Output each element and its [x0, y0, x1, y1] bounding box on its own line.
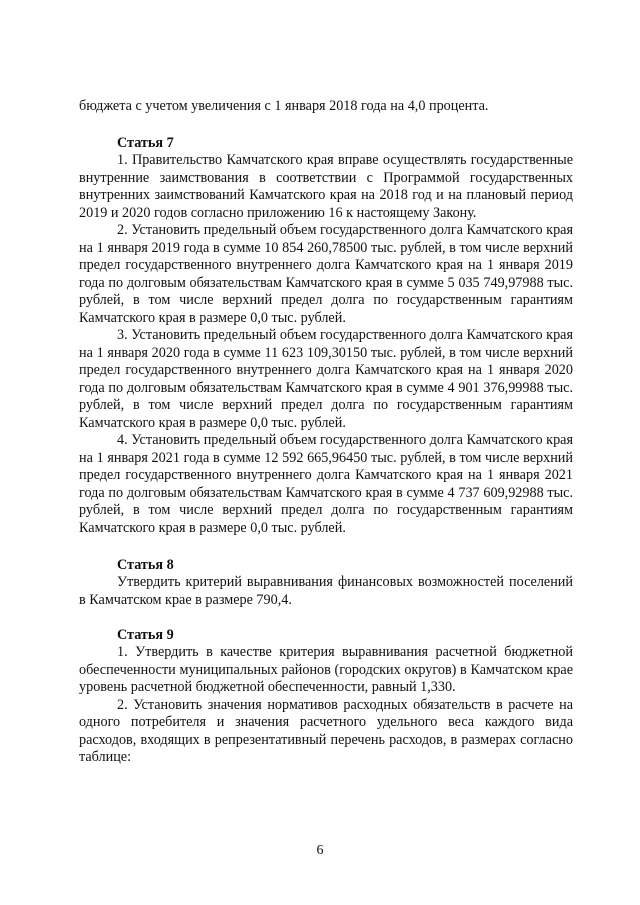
article-7-paragraph-2: 2. Установить предельный объем государственного долга Камчатского края на 1 января 2019 года в сумме 10 854 260,78500 тыс. рублей, в том числе верхний предел государственного внутреннего долга Камчатского края на 1 января 2019 года по долговым обязательствам Камчатского края в сумме 5 035 749,97988 тыс. рублей, в том числе верхний предел долга по государственным гарантиям Камчатского края в размере 0,0 тыс. рублей. [79, 222, 573, 326]
article-7-body [79, 152, 573, 537]
article-8-paragraph-1: Утвердить критерий выравнивания финансовых возможностей поселений в Камчатском крае в размере 790,4. [79, 574, 573, 608]
article-7-paragraph-4: 4. Установить предельный объем государственного долга Камчатского края на 1 января 2021 года в сумме 12 592 665,96450 тыс. рублей, в том числе верхний предел государственного внутреннего долга Камчатского края на 1 января 2021 года по долговым обязательствам Камчатского края в сумме 4 737 609,92988 тыс. рублей, в том числе верхний предел долга по государственным гарантиям Камчатского края в размере 0,0 тыс. рублей. [79, 432, 573, 536]
intro-paragraph: бюджета с учетом увеличения с 1 января 2018 года на 4,0 процента. [79, 98, 489, 114]
article-9-body [79, 644, 573, 767]
article-9-paragraph-1: 1. Утвердить в качестве критерия выравнивания расчетной бюджетной обеспеченности муниципальных районов (городских округов) в Камчатском крае уровень расчетной бюджетной обеспеченности, равный 1,330. [79, 644, 573, 695]
article-9-heading: Статья 9 [117, 627, 174, 643]
article-7-heading: Статья 7 [117, 135, 174, 151]
article-7-paragraph-1: 1. Правительство Камчатского края вправе осуществлять государственные внутренние заимствования в соответствии с Программой государственных внутренних заимствований Камчатского края на 2018 год и на плановый период 2019 и 2020 годов согласно приложению 16 к настоящему Закону. [79, 152, 573, 221]
article-8-heading: Статья 8 [117, 557, 174, 573]
article-7-paragraph-3: 3. Установить предельный объем государственного долга Камчатского края на 1 января 2020 года в сумме 11 623 109,30150 тыс. рублей, в том числе верхний предел государственного внутреннего долга Камчатского края на 1 января 2020 года по долговым обязательствам Камчатского края в сумме 4 901 376,99988 тыс. рублей, в том числе верхний предел долга по государственным гарантиям Камчатского края в размере 0,0 тыс. рублей. [79, 327, 573, 431]
page-number: 6 [316, 843, 324, 858]
article-9-paragraph-2: 2. Установить значения нормативов расходных обязательств в расчете на одного потребителя и значения расчетного удельного веса каждого вида расходов, входящих в репрезентативный перечень расходов, в размерах согласно таблице: [79, 696, 573, 765]
article-8-body [79, 574, 573, 609]
intro-block [79, 98, 573, 116]
